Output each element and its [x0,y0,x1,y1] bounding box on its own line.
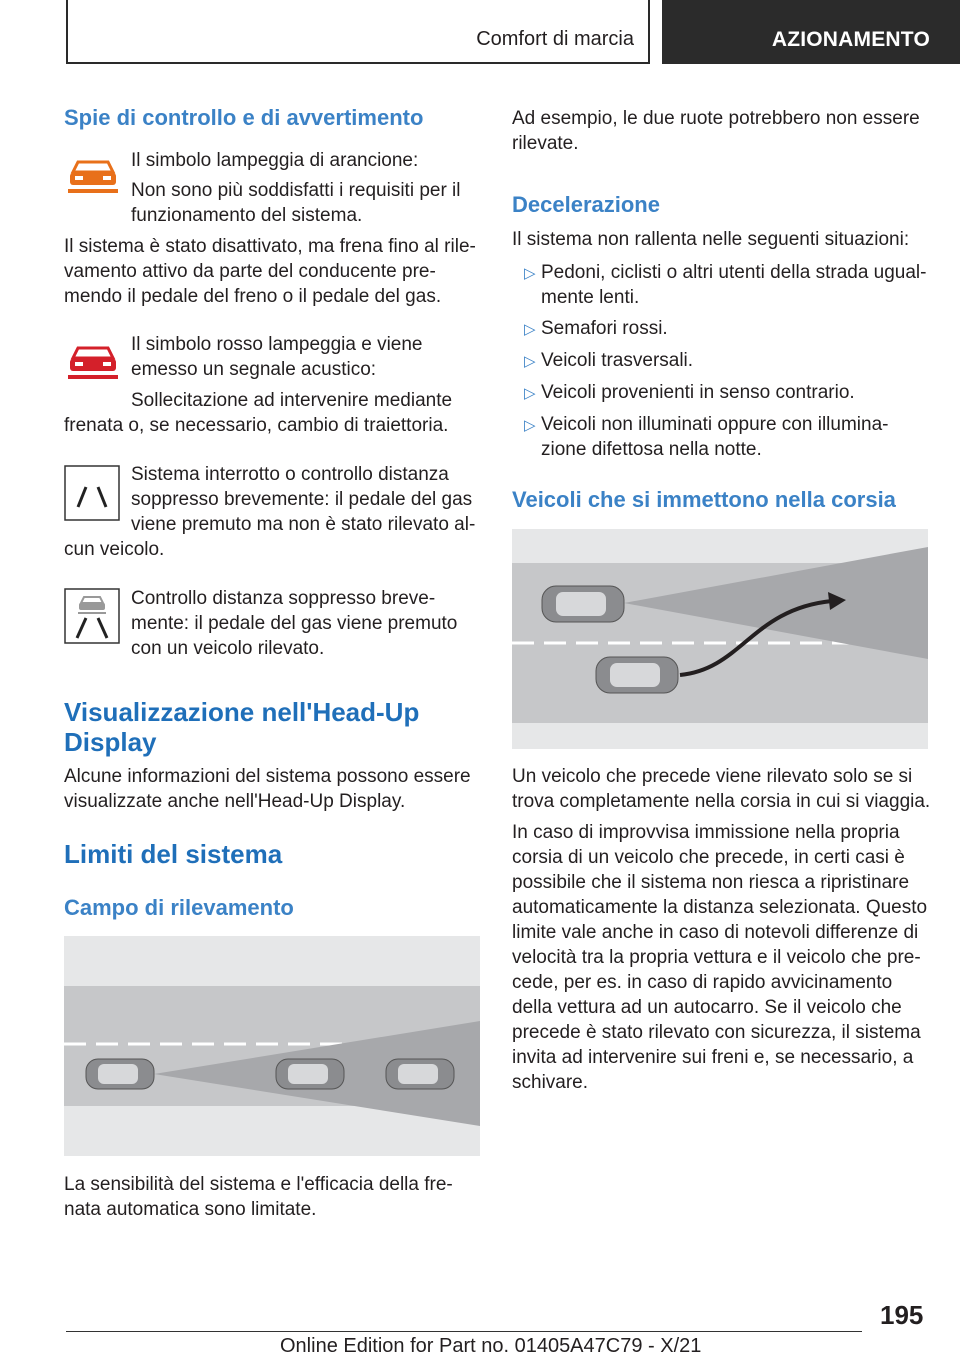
heading-hud: Visualizzazione nell'Head-Up [64,697,420,727]
merging-text: precede è stato rilevato con sicurezza, il sistema [512,1022,921,1043]
heading-merging-vehicles: Veicoli che si immettono nella corsia [512,487,896,512]
warning2-text: Sollecitazione ad intervenire mediante [131,390,453,411]
warning1-text: Non sono più soddisfatti i requisiti per il [131,180,461,201]
heading-detection-range: Campo di rilevamento [64,895,294,920]
car-icon [86,1059,154,1089]
warning2-text: emesso un segnale acustico: [131,359,377,380]
merging-text: In caso di improvvisa immissione nella propria [512,822,900,843]
car-icon [542,586,624,622]
merging-text: invita ad intervenire sui freni e, se necessario, a [512,1047,914,1068]
warning1-body: vamento attivo da parte del conducente pre- [64,261,436,282]
bullet-marker: ▷ [524,417,536,434]
merging-vehicle-figure [512,529,928,749]
list-item: Veicoli trasversali. [541,350,694,371]
range-caption: La sensibilità del sistema e l'efficacia della fre- [64,1174,453,1195]
merging-text: velocità tra la propria vettura e il veicolo che pre- [512,947,921,968]
bullet-marker: ▷ [524,353,536,370]
warning3-text: cun veicolo. [64,539,165,560]
list-item: mente lenti. [541,287,640,308]
hud-text: visualizzate anche nell'Head-Up Display. [64,791,406,812]
page-number: 195 [880,1300,924,1330]
warning2-text: frenata o, se necessario, cambio di traiettoria. [64,415,449,436]
section-title: Comfort di marcia [476,28,634,50]
car-icon [596,657,678,693]
warning1-body: Il sistema è stato disattivato, ma frena fino al rile- [64,236,476,257]
car-warning-red-icon [66,342,120,382]
car-icon [276,1059,344,1089]
heading-warning-lights: Spie di controllo e di avvertimento [64,105,424,130]
warning4-text: Controllo distanza soppresso breve- [131,588,436,609]
warning3-text: soppresso brevemente: il pedale del gas [131,489,473,510]
heading-hud: Display [64,727,157,757]
detection-range-figure [64,936,480,1156]
hud-text: Alcune informazioni del sistema possono essere [64,766,471,787]
heading-system-limits: Limiti del sistema [64,839,283,869]
running-header-chapter [662,0,960,64]
merging-text: automaticamente la distanza selezionata. Questo [512,897,928,918]
paragraph: Ad esempio, le due ruote potrebbero non essere [512,108,920,129]
warning3-text: viene premuto ma non è stato rilevato al- [131,514,476,535]
merging-text: della vettura ad un autocarro. Se il veicolo che [512,997,902,1018]
bullet-marker: ▷ [524,265,536,282]
merging-text: Un veicolo che precede viene rilevato solo se si [512,766,913,787]
list-item: Veicoli non illuminati oppure con illumina- [541,414,889,435]
footer-rule [66,1331,862,1332]
warning1-text: Il simbolo lampeggia di arancione: [131,150,419,171]
merging-text: schivare. [512,1072,589,1093]
warning3-text: Sistema interrotto o controllo distanza [131,464,449,485]
car-icon [386,1059,454,1089]
warning1-text: funzionamento del sistema. [131,205,363,226]
deceleration-intro: Il sistema non rallenta nelle seguenti situazioni: [512,229,910,250]
list-item: Pedoni, ciclisti o altri utenti della strada ugual- [541,262,927,283]
range-caption: nata automatica sono limitate. [64,1199,317,1220]
paragraph: rilevate. [512,133,579,154]
warning4-text: mente: il pedale del gas viene premuto [131,613,458,634]
car-warning-orange-icon [66,156,120,196]
warning2-text: Il simbolo rosso lampeggia e viene [131,334,423,355]
bullet-marker: ▷ [524,321,536,338]
merging-text: trova completamente nella corsia in cui si viaggia. [512,791,931,812]
edition-text: Online Edition for Part no. 01405A47C79 - X/21 [280,1335,702,1357]
list-item: Semafori rossi. [541,318,668,339]
list-item: Veicoli provenienti in senso contrario. [541,382,855,403]
heading-deceleration: Decelerazione [512,192,660,217]
merging-text: limite vale anche in caso di notevoli differenze di [512,922,919,943]
merging-text: cede, per es. in caso di rapido avvicinamento [512,972,893,993]
warning1-body: mendo il pedale del freno o il pedale del gas. [64,286,442,307]
merging-text: corsia di un veicolo che precede, in certi casi è [512,847,905,868]
merging-text: possibile che il sistema non riesca a ripristinare [512,872,910,893]
chapter-title: AZIONAMENTO [771,28,930,51]
running-header-section [66,0,650,64]
road-car-grey-icon [64,588,120,644]
bullet-marker: ▷ [524,385,536,402]
list-item: zione difettosa nella notte. [541,439,762,460]
warning4-text: con un veicolo rilevato. [131,638,325,659]
road-lines-icon [64,465,120,521]
